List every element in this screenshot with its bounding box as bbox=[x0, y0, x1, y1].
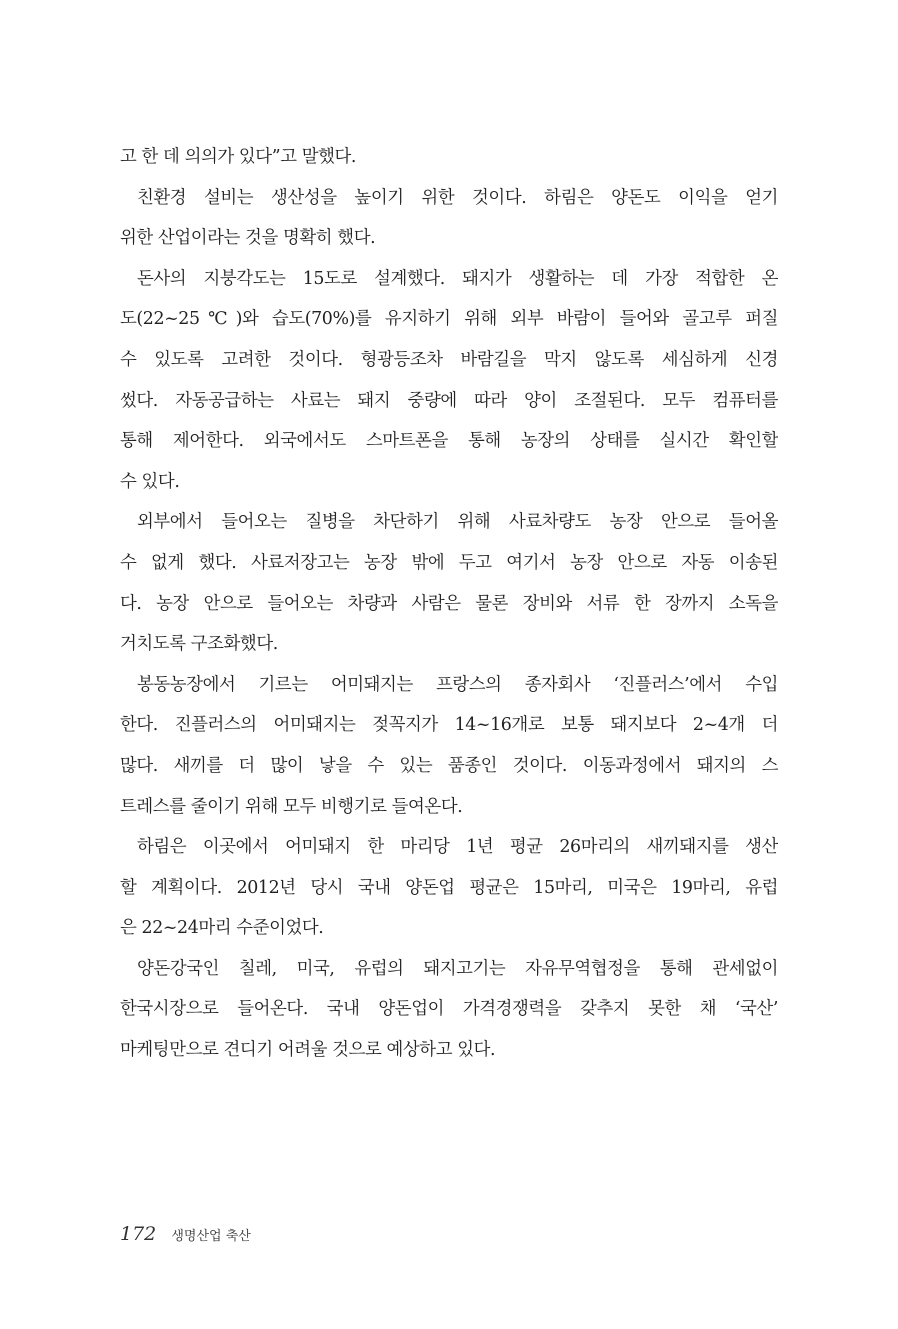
paragraph-1-line-0: 친환경 설비는 생산성을 높이기 위한 것이다. 하림은 양돈도 이익을 얻기 bbox=[137, 187, 778, 208]
paragraph-6-line-2: 마케팅만으로 견디기 어려울 것으로 예상하고 있다. bbox=[120, 1040, 496, 1061]
page-footer bbox=[120, 1223, 251, 1245]
paragraph-3-line-1: 수 없게 했다. 사료저장고는 농장 밖에 두고 여기서 농장 안으로 자동 이송된 bbox=[120, 552, 778, 573]
paragraph-4-line-0: 봉동농장에서 기르는 어미돼지는 프랑스의 종자회사 ‘진플러스’에서 수입 bbox=[137, 674, 778, 695]
paragraph-2-line-2: 수 있도록 고려한 것이다. 형광등조차 바람길을 막지 않도록 세심하게 신경 bbox=[120, 349, 778, 370]
paragraph-0-line-0: 고 한 데 의의가 있다”고 말했다. bbox=[120, 147, 357, 167]
paragraph-5-line-1: 할 계획이다. 2012년 당시 국내 양돈업 평균은 15마리, 미국은 19마리, 유럽 bbox=[120, 877, 778, 898]
paragraph-3-line-0: 외부에서 들어오는 질병을 차단하기 위해 사료차량도 농장 안으로 들어올 bbox=[137, 512, 778, 533]
running-section-title: 생명산업 축산 bbox=[171, 1229, 251, 1244]
paragraph-2-line-1: 도(22~25℃)와 습도(70%)를 유지하기 위해 외부 바람이 들어와 골고루 퍼질 bbox=[120, 309, 778, 330]
body-text bbox=[120, 137, 778, 1071]
paragraph-4-line-1: 한다. 진플러스의 어미돼지는 젖꼭지가 14~16개로 보통 돼지보다 2~4개 더 bbox=[120, 715, 778, 736]
paragraph-5-line-0: 하림은 이곳에서 어미돼지 한 마리당 1년 평균 26마리의 새끼돼지를 생산 bbox=[137, 837, 778, 858]
paragraph-6-line-1: 한국시장으로 들어온다. 국내 양돈업이 가격경쟁력을 갖추지 못한 채 ‘국산’ bbox=[120, 999, 778, 1020]
paragraph-2-line-3: 썼다. 자동공급하는 사료는 돼지 중량에 따라 양이 조절된다. 모두 컴퓨터를 bbox=[120, 390, 778, 411]
paragraph-4-line-3: 트레스를 줄이기 위해 모두 비행기로 들여온다. bbox=[120, 796, 463, 817]
paragraph-5-line-2: 은 22~24마리 수준이었다. bbox=[120, 918, 324, 939]
paragraph-2-line-4: 통해 제어한다. 외국에서도 스마트폰을 통해 농장의 상태를 실시간 확인할 bbox=[120, 431, 778, 452]
paragraph-2-line-5: 수 있다. bbox=[120, 471, 180, 492]
paragraph-3-line-2: 다. 농장 안으로 들어오는 차량과 사람은 물론 장비와 서류 한 장까지 소독을 bbox=[120, 593, 778, 614]
paragraph-2-line-0: 돈사의 지붕각도는 15도로 설계했다. 돼지가 생활하는 데 가장 적합한 온 bbox=[137, 268, 778, 289]
page-number: 172 bbox=[120, 1223, 157, 1245]
paragraph-4-line-2: 많다. 새끼를 더 많이 낳을 수 있는 품종인 것이다. 이동과정에서 돼지의 스 bbox=[120, 755, 778, 776]
paragraph-6-line-0: 양돈강국인 칠레, 미국, 유럽의 돼지고기는 자유무역협정을 통해 관세없이 bbox=[137, 958, 778, 979]
paragraph-1-line-1: 위한 산업이라는 것을 명확히 했다. bbox=[120, 228, 376, 249]
paragraph-3-line-3: 거치도록 구조화했다. bbox=[120, 634, 278, 655]
